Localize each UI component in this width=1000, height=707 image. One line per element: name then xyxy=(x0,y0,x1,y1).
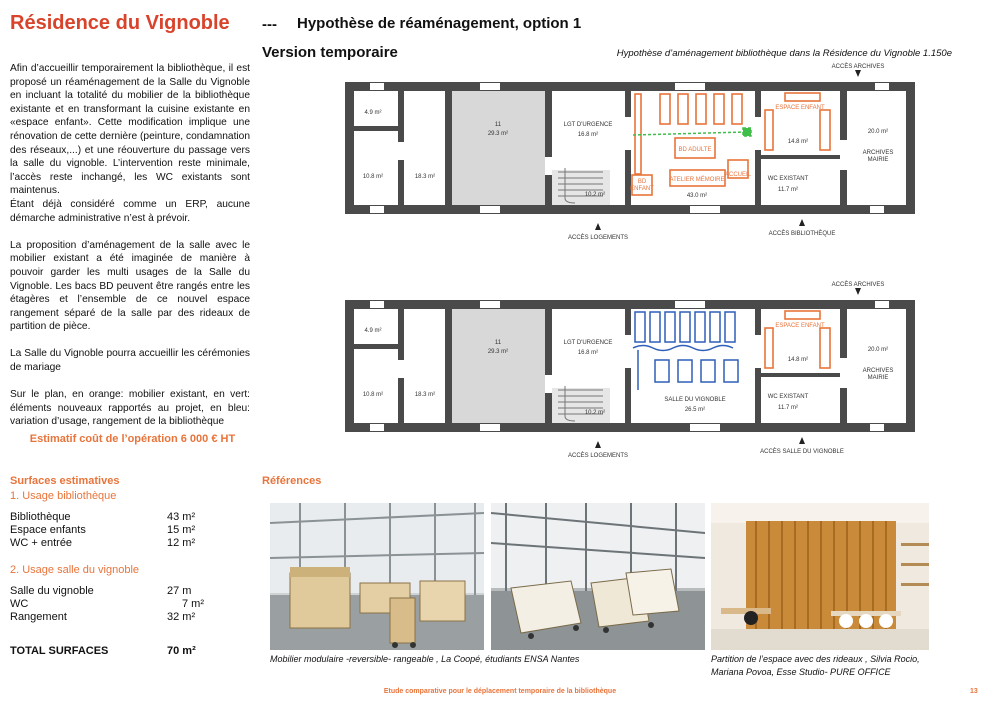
room-11-fill xyxy=(450,308,545,423)
surface-label: Salle du vignoble xyxy=(10,585,94,597)
surface-value: 32 m² xyxy=(167,611,196,623)
footer-text: Etude comparative pour le déplacement temporaire de la bibliothèque xyxy=(383,688,617,695)
arrow-logements-icon xyxy=(595,223,601,230)
label-main-area: 43.0 m² xyxy=(686,193,708,199)
arrow-archives-icon xyxy=(855,70,861,77)
description-text xyxy=(10,62,250,443)
paragraph-layout: La proposition d’aménagement de la salle avec le mobilier existant a été imaginée de manière à pouvoir garder les multi usages de la Salle du Vignoble. Les bacs BD peuvent être rangés entre les étagères et l’ensemble de ce nouvel espace rangement séparé de la salle par des rideaux de partition de pièce. xyxy=(10,239,250,333)
label-access-archives: ACCÈS ARCHIVES xyxy=(831,64,885,70)
label-room-3: 18.3 m² xyxy=(414,174,436,180)
surface-row xyxy=(10,524,196,536)
label-room-3: 18.3 m² xyxy=(414,392,436,398)
arrow-logements-icon xyxy=(595,441,601,448)
plan-version-title: Version temporaire xyxy=(262,44,398,61)
label-wc: WC EXISTANT xyxy=(767,176,809,182)
surfaces-total xyxy=(10,645,196,657)
stair-fill xyxy=(552,388,610,423)
label-wc-area: 11.7 m² xyxy=(778,405,798,411)
surfaces-title: Surfaces estimatives xyxy=(10,475,120,487)
hall-photo-image xyxy=(491,503,705,650)
usage-variation xyxy=(633,312,738,390)
surface-row xyxy=(10,598,204,610)
label-bd-adulte: BD ADULTE xyxy=(678,147,712,153)
reference-caption-2-line1: Partition de l’espace avec des rideaux , Silvia Rocio, xyxy=(711,654,920,664)
new-elements xyxy=(633,128,751,136)
plan-caption: Hypothèse d’aménagement bibliothèque dans la Résidence du Vignoble 1.150e xyxy=(616,48,952,59)
label-espace-enfant: ESPACE ENFANT xyxy=(775,105,825,111)
arrow-library-icon xyxy=(799,219,805,226)
label-archives-area: 20.0 m² xyxy=(867,129,889,135)
surface-value: 15 m² xyxy=(167,524,196,536)
surface-label: WC + entrée xyxy=(10,537,73,549)
curtain-photo-image xyxy=(711,503,929,650)
label-atelier: ATELIER MÉMOIRE xyxy=(669,177,725,183)
reference-photo-curtain xyxy=(711,503,929,650)
references-title: Références xyxy=(262,475,322,487)
label-lgt-area: 16.8 m² xyxy=(577,132,599,138)
label-enfant-area: 14.8 m² xyxy=(787,357,809,363)
reference-caption-1: Mobilier modulaire -reversible- rangeable , La Coopé, étudiants ENSA Nantes xyxy=(270,654,580,664)
room-11-fill xyxy=(450,90,545,205)
label-room-4-area: 29.3 m² xyxy=(487,131,509,137)
label-access-library: ACCÈS BIBLIOTHÈQUE xyxy=(768,231,836,237)
label-access-logements: ACCÈS LOGEMENTS xyxy=(567,235,629,241)
total-value: 70 m² xyxy=(167,645,196,657)
surfaces-group2-title: 2. Usage salle du vignoble xyxy=(10,564,140,576)
surface-value: 27 m xyxy=(167,585,192,597)
surface-value: 12 m² xyxy=(167,537,196,549)
arrow-archives-icon xyxy=(855,288,861,295)
label-room-4-area: 29.3 m² xyxy=(487,349,509,355)
reference-caption-2-line2: Mariana Povoa, Esse Studio- PURE OFFICE xyxy=(711,667,891,677)
reference-photo-furniture xyxy=(270,503,484,650)
surface-row xyxy=(10,585,192,597)
label-salle: SALLE DU VIGNOBLE xyxy=(664,397,726,403)
total-label: TOTAL SURFACES xyxy=(10,645,109,657)
label-room-1: 4.9 m² xyxy=(364,328,382,334)
label-archives-area: 20.0 m² xyxy=(867,347,889,353)
paragraph-ceremonies: La Salle du Vignoble pourra accueillir les cérémonies de mariage xyxy=(10,348,250,374)
label-bd: BD xyxy=(637,179,647,185)
label-access-archives: ACCÈS ARCHIVES xyxy=(831,282,885,288)
label-lgt: LGT D'URGENCE xyxy=(563,340,613,346)
label-room-1: 4.9 m² xyxy=(364,110,382,116)
floor-plan-library xyxy=(330,60,930,245)
label-mairie: MAIRIE xyxy=(867,375,889,381)
label-lgt: LGT D'URGENCE xyxy=(563,122,613,128)
label-accueil: ACCUEIL xyxy=(724,172,752,178)
furniture-photo-image xyxy=(270,503,484,650)
label-room-4-number: 11 xyxy=(494,122,502,128)
label-stair-area: 10.2 m² xyxy=(584,410,606,416)
surface-row xyxy=(10,611,196,623)
surface-label: WC xyxy=(10,598,29,610)
surfaces-group1-title: 1. Usage bibliothèque xyxy=(10,490,117,502)
label-enfant: ENFANT xyxy=(630,186,654,192)
page-title: Résidence du Vignoble xyxy=(10,12,230,34)
label-lgt-area: 16.8 m² xyxy=(577,350,599,356)
label-mairie: MAIRIE xyxy=(867,157,889,163)
surface-value: 7 m² xyxy=(182,598,204,610)
paragraph-intro-text: Afin d’accueillir temporairement la bibliothèque, il est proposé un réaménagement de la Salle du Vignoble en incluant la totalité du mobilier de la bibliothèque existante et en transformant la cuisine existante en «espace enfant». Cette modification implique une rénovation de cette dernière (peinture, condamnation des réseaux,...) et une réouverture du passage vers la salle du vignoble. L’intervention reste minimale, l’accès reste inchangé, les WC existants sont maintenus. xyxy=(10,63,250,197)
surface-label: Espace enfants xyxy=(10,524,86,536)
label-access-logements: ACCÈS LOGEMENTS xyxy=(567,453,629,459)
page-number: 13 xyxy=(970,688,978,695)
paragraph-legend: Sur le plan, en orange: mobilier existant, en vert: éléments nouveaux rapportés au projet, en bleu: variation d’usage, rangement de la bibliothèque xyxy=(10,389,250,428)
label-room-4-number: 11 xyxy=(494,340,502,346)
label-enfant-area: 14.8 m² xyxy=(787,139,809,145)
surface-label: Bibliothèque xyxy=(10,511,71,523)
label-stair-area: 10.2 m² xyxy=(584,192,606,198)
floor-plan-salle xyxy=(330,278,930,463)
label-salle-area: 26.5 m² xyxy=(684,407,706,413)
label-room-2: 10.8 m² xyxy=(362,174,384,180)
surface-row xyxy=(10,511,196,523)
label-wc-area: 11.7 m² xyxy=(778,187,798,193)
label-access-salle: ACCÈS SALLE DU VIGNOBLE xyxy=(760,449,844,455)
label-archives: ARCHIVES xyxy=(862,368,894,374)
paragraph-intro xyxy=(10,62,250,225)
label-room-2: 10.8 m² xyxy=(362,392,384,398)
surface-label: Rangement xyxy=(10,611,67,623)
reference-photo-hall xyxy=(491,503,705,650)
surface-row xyxy=(10,537,196,549)
section-heading: Hypothèse de réaménagement, option 1 xyxy=(297,15,582,32)
stair-fill xyxy=(552,170,610,205)
surface-value: 43 m² xyxy=(167,511,196,523)
paragraph-intro-erp: Étant déjà considéré comme un ERP, aucune démarche administrative n’est à prévoir. xyxy=(10,198,250,224)
label-wc: WC EXISTANT xyxy=(767,394,809,400)
heading-separator: --- xyxy=(262,16,277,33)
cost-estimate: Estimatif coût de l’opération 6 000 € HT xyxy=(29,433,236,445)
arrow-salle-icon xyxy=(799,437,805,444)
label-espace-enfant: ESPACE ENFANT xyxy=(775,323,825,329)
label-archives: ARCHIVES xyxy=(862,150,894,156)
